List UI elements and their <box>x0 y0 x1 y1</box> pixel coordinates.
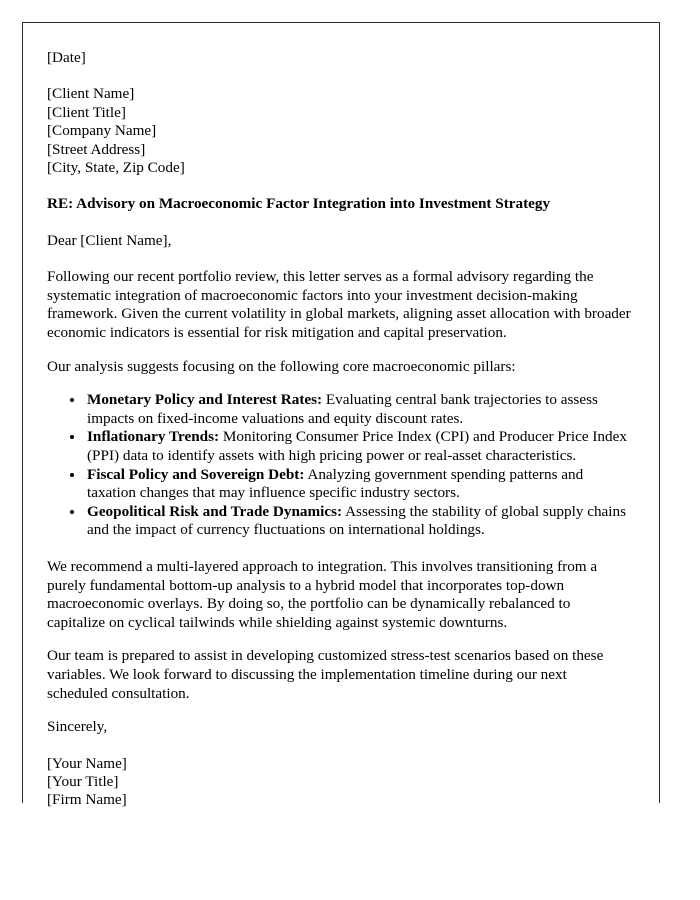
signature-line: [Your Title] <box>47 772 119 790</box>
signature-line: [Your Name] <box>47 754 127 772</box>
list-introduction: Our analysis suggests focusing on the following core macroeconomic pillars: <box>47 357 516 375</box>
list-item-lead: Geopolitical Risk and Trade Dynamics: <box>87 502 343 520</box>
signature-line: [Firm Name] <box>47 791 127 809</box>
list-item <box>85 391 631 428</box>
list-item-lead: Inflationary Trends: <box>87 428 220 446</box>
recipient-line: [Client Name] <box>47 85 135 103</box>
spacer-after-address <box>47 177 631 195</box>
list-item-text: Monitoring Consumer Price Index (CPI) and Producer Price Index (PPI) data to identify assets with high pricing power or real-asset characteristics. <box>87 428 627 464</box>
list-item <box>85 428 631 465</box>
spacer-after-paragraph-1 <box>47 343 631 358</box>
spacer-after-date <box>47 67 631 85</box>
list-item-text: Analyzing government spending patterns and taxation changes that may influence specific industry sectors. <box>87 465 584 502</box>
list-item-lead: Monetary Policy and Interest Rates: <box>87 391 323 409</box>
letter-body <box>23 23 659 810</box>
list-item-text: Evaluating central bank trajectories to assess impacts on fixed-income valuations and equity discount rates. <box>87 391 598 427</box>
macroeconomic-pillars-list <box>47 391 631 540</box>
recipient-line: [City, State, Zip Code] <box>47 159 185 177</box>
recipient-line: [Company Name] <box>47 122 157 140</box>
list-item-text: Assessing the stability of global supply chains and the impact of currency fluctuations on international holdings. <box>87 502 627 539</box>
subject-line: RE: Advisory on Macroeconomic Factor Integration into Investment Strategy <box>47 195 551 213</box>
spacer-after-list <box>47 540 631 558</box>
list-item <box>85 503 631 540</box>
closing-salutation: Sincerely, <box>47 718 108 736</box>
date-placeholder: [Date] <box>47 49 86 66</box>
spacer-before-signature <box>47 737 631 755</box>
recipient-line: [Client Title] <box>47 103 126 121</box>
paragraph-opening: Following our recent portfolio review, this letter serves as a formal advisory regarding the systematic integration of macroeconomic factors into your investment decision-making framework. Given the current volatility in global markets, aligning asset allocation with broader economic indicators is essential for risk mitigation and capital preservation. <box>47 268 631 342</box>
spacer-after-paragraph-2 <box>47 632 631 647</box>
recipient-line: [Street Address] <box>47 140 146 158</box>
paragraph-recommendation: We recommend a multi-layered approach to integration. This involves transitioning from a purely fundamental bottom-up analysis to a hybrid model that incorporates top-down macroeconomic overlays. By doing so, the portfolio can be dynamically rebalanced to capitalize on cyclical tailwinds while shielding against systemic downturns. <box>47 557 598 631</box>
salutation: Dear [Client Name], <box>47 231 172 249</box>
spacer-before-closing <box>47 703 631 718</box>
spacer-after-salutation <box>47 250 631 268</box>
recipient-address-block <box>47 85 631 177</box>
date-line <box>47 49 631 67</box>
list-item <box>85 466 631 503</box>
spacer-after-subject <box>47 214 631 232</box>
signature-block <box>47 755 631 810</box>
list-item-lead: Fiscal Policy and Sovereign Debt: <box>87 465 305 483</box>
spacer-before-list <box>47 376 631 391</box>
paragraph-closing-offer: Our team is prepared to assist in developing customized stress-test scenarios based on these variables. We look forward to discussing the implementation timeline during our next scheduled consultation. <box>47 647 604 702</box>
letter-page <box>22 22 660 809</box>
